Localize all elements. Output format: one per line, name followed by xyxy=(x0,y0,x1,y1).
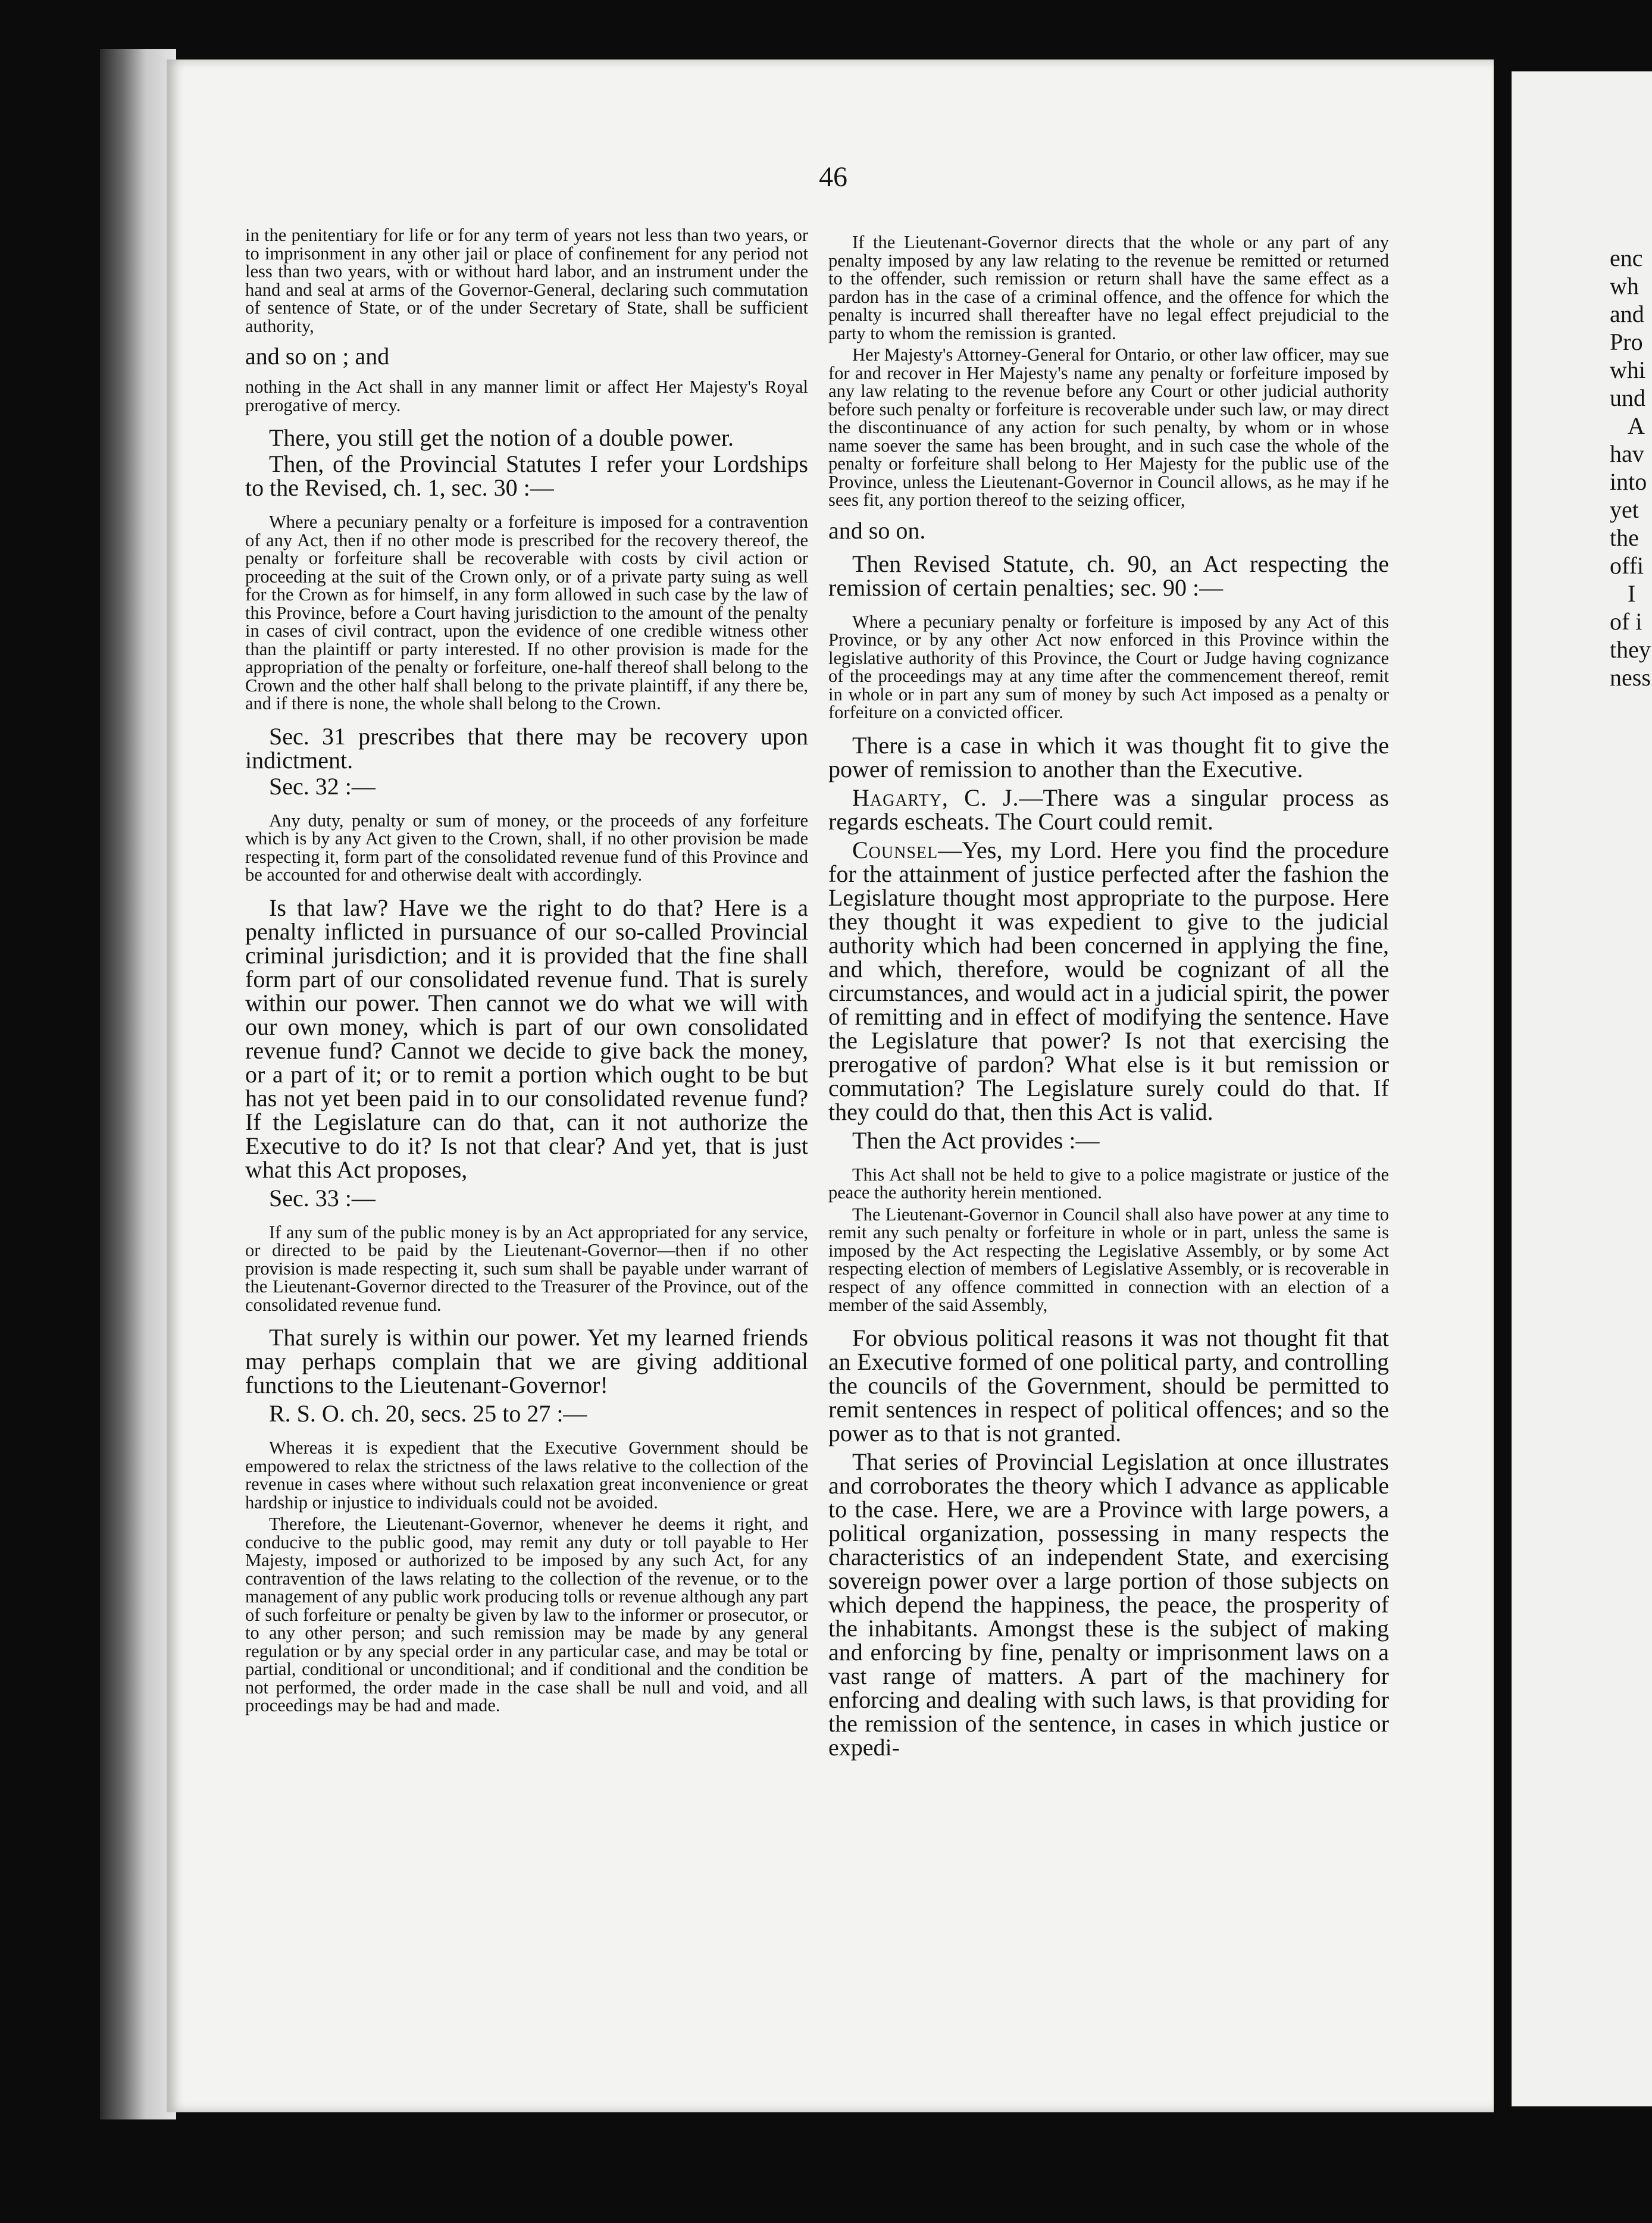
paragraph: That series of Provincial Legislation at once illustrates and corroborates the theory which I advance as applicable to the case. Here, we are a Province with large powers, a political organization, possessing in many respects the characteristics of an independent State, and exercising sovereign power over a large portion of those subjects on which depend the happiness, the peace, the prosperity of the inhabitants. Amongst these is the subject of making and enforcing by fine, penalty or imprisonment laws on a vast range of matters. A part of the machinery for enforcing and dealing with such laws, is that providing for the remission of the sentence, in cases in which justice or expedi- xyxy=(828,1448,1389,1761)
speech-text: —There was a singular process as regards escheats. The Court could remit. xyxy=(828,784,1389,835)
fragment-text: hav xyxy=(1610,440,1644,467)
paragraph xyxy=(828,838,1389,1124)
paragraph: Sec. 32 :— xyxy=(269,772,376,800)
paragraph: Is that law? Have we the right to do that? Here is a penalty inflicted in pursuance of our so-called Provincial criminal jurisdiction; and it is provided that the fine shall form part of our consolidated revenue fund. That is surely within our power. Then cannot we do what we will with our own money, which is part of our own consolidated revenue fund? Cannot we decide to give back the money, or a part of it; or to remit a portion which ought to be but has not yet been paid in to our consolidated revenue fund? If the Legislature can do that, can it not authorize the Executive to do it? Is not that clear? And yet, that is just what this Act proposes, xyxy=(245,894,808,1183)
quote-block: Her Majesty's Attorney-General for Ontario, or other law officer, may sue for and recover in Her Majesty's name any penalty or forfeiture imposed by any law relating to the revenue before any Court or other judicial authority before such penalty or forfeiture is recoverable under such law, or may direct the discontinuance of any action for such penalty, by whom or in whose name soever the same has been brought, and in such case the whole of the penalty or forfeiture shall belong to Her Majesty for the public use of the Province, unless the Lieutenant-Governor in Council allows, as he may if he sees fit, any portion thereof to the seizing officer, xyxy=(828,345,1389,510)
paragraph: R. S. O. ch. 20, secs. 25 to 27 :— xyxy=(269,1400,587,1427)
next-page-edge xyxy=(1512,71,1652,2106)
paragraph xyxy=(828,786,1389,834)
quote-block: The Lieutenant-Governor in Council shall also have power at any time to remit any such penalty or forfeiture in whole or in part, unless the same is imposed by the Act respecting the Legislative Assembly, or by some Act respecting election of members of Legislative Assembly, or is recoverable in respect of any offence committed in connection with an election of a member of the said Assembly, xyxy=(828,1204,1389,1315)
quote-block: Where a pecuniary penalty or forfeiture is imposed by any Act of this Province, or by any other Act now enforced in this Province within the legislative authority of this Province, the Court or Judge having cognizance of the proceedings may at any time after the commencement thereof, remit in whole or in part any sum of money by such Act imposed as a penalty or forfeiture on a convicted officer. xyxy=(828,611,1389,722)
paragraph: and so on ; and xyxy=(245,343,390,370)
quote-block: nothing in the Act shall in any manner limit or affect Her Majesty's Royal prerogative of mercy. xyxy=(245,377,808,415)
fragment-text: enc xyxy=(1610,245,1643,271)
fragment-text: yet xyxy=(1610,496,1639,523)
quote-block: This Act shall not be held to give to a police magistrate or justice of the peace the authority herein mentioned. xyxy=(828,1164,1389,1203)
fragment-text: wh xyxy=(1610,273,1639,299)
fragment-text: they xyxy=(1610,636,1651,663)
fragment-text: Pro xyxy=(1610,328,1643,355)
speaker-name: Counsel xyxy=(852,836,938,863)
speaker-name: Hagarty, C. J. xyxy=(852,784,1019,811)
paragraph: There, you still get the notion of a double power. xyxy=(269,424,734,451)
fragment-text: whi xyxy=(1610,356,1645,383)
paragraph: Then, of the Provincial Statutes I refer your Lordships to the Revised, ch. 1, sec. 30 :— xyxy=(245,450,808,501)
right-column xyxy=(828,233,1389,1764)
quote-block: in the penitentiary for life or for any term of years not less than two years, or to imprisonment in any other jail or place of confinement for any period not less than two years, with or without hard labor, and an instrument under the hand and seal at arms of the Governor-General, declaring such commutation of sentence of State, or of the under Secretary of State, shall be sufficient authority, xyxy=(245,225,808,336)
page-number: 46 xyxy=(819,161,847,193)
fragment-text: the xyxy=(1610,524,1639,551)
paragraph: Sec. 33 :— xyxy=(269,1184,376,1211)
paragraph: Sec. 31 prescribes that there may be recovery upon indictment. xyxy=(245,722,808,774)
paragraph: For obvious political reasons it was not thought fit that an Executive formed of one political party, and controlling the councils of the Government, should be permitted to remit sentences in respect of political offences; and so the power as to that is not granted. xyxy=(828,1324,1389,1446)
quote-block: If the Lieutenant-Governor directs that the whole or any part of any penalty imposed by any law relating to the revenue be remitted or returned to the offender, such remission or return shall have the same effect as a pardon has in the case of a criminal offence, and the offence for which the penalty is incurred shall thereafter have no legal effect prejudicial to the party to whom the remission is granted. xyxy=(828,232,1389,343)
quote-block: Therefore, the Lieutenant-Governor, whenever he deems it right, and conducive to the public good, may remit any duty or toll payable to Her Majesty, imposed or authorized to be imposed by any such Act, for any contravention of the laws relating to the collection of the revenue, or to the management of any public work producing tolls or revenue although any part of such forfeiture or penalty be given by law to the informer or prosecutor, or to any other person; and such remission may be made by any general regulation or by any special order in any particular case, and may be total or partial, conditional or unconditional; and if conditional and the condition be not performed, the order made in the case shall be null and void, and all proceedings may be had and made. xyxy=(245,1514,808,1715)
quote-block: If any sum of the public money is by an Act appropriated for any service, or directed to be paid by the Lieutenant-Governor—then if no other provision is made respecting it, such sum shall be payable under warrant of the Lieutenant-Governor directed to the Treasurer of the Province, out of the consolidated revenue fund. xyxy=(245,1222,808,1315)
fragment-text: and xyxy=(1610,300,1644,327)
fragment-text: offi xyxy=(1610,552,1644,579)
quote-block: Where a pecuniary penalty or a forfeiture is imposed for a contravention of any Act, then if no other mode is prescribed for the recovery thereof, the penalty or forfeiture shall be recoverable with costs by civil action or proceeding at the suit of the Crown only, or of a private party suing as well for the Crown as for himself, in any form allowed in such case by the law of this Province, before a Court having jurisdiction to the amount of the penalty in cases of civil contract, upon the evidence of one credible witness other than the plaintiff or party interested. If no other provision is made for the appropriation of the penalty or forfeiture, one-half thereof shall belong to the Crown and the other half shall belong to the private plaintiff, if any there be, and if there is none, the whole shall belong to the Crown. xyxy=(245,512,808,713)
fragment-text: A xyxy=(1628,412,1645,439)
paragraph: Then Revised Statute, ch. 90, an Act respecting the remission of certain penalties; sec. 90 :— xyxy=(828,550,1389,601)
speech-text: —Yes, my Lord. Here you find the procedure for the attainment of justice perfected after the fashion the Legislature thought most appropriate to the purpose. Here they thought it was expedient to give to the judicial authority which had been concerned in applying the fine, and which, therefore, would be cognizant of all the circumstances, and would act in a judicial spirit, the power of remitting and in effect of modifying the sentence. Have the Legislature that power? Is not that exercising the prerogative of pardon? What else is it but remission or commutation? The Legislature surely could do that. If they could do that, then this Act is valid. xyxy=(828,836,1389,1125)
fragment-text: I xyxy=(1628,580,1636,607)
fragment-text: of i xyxy=(1610,608,1642,635)
book-binding xyxy=(100,49,176,2119)
paragraph: That surely is within our power. Yet my learned friends may perhaps complain that we are giving additional functions to the Lieutenant-Governor! xyxy=(245,1324,808,1398)
fragment-text: ness xyxy=(1610,664,1651,691)
paragraph: Then the Act provides :— xyxy=(852,1126,1100,1154)
fragment-text: into xyxy=(1610,468,1647,495)
quote-block: Any duty, penalty or sum of money, or the proceeds of any forfeiture which is by any Act given to the Crown, shall, if no other provision be made respecting it, form part of the consolidated revenue fund of this Province and be accounted for and otherwise dealt with accordingly. xyxy=(245,810,808,885)
paragraph: There is a case in which it was thought fit to give the power of remission to another than the Executive. xyxy=(828,731,1389,782)
paragraph: and so on. xyxy=(828,516,926,544)
fragment-text: und xyxy=(1610,384,1645,411)
left-column xyxy=(245,226,808,1718)
quote-block: Whereas it is expedient that the Executive Government should be empowered to relax the strictness of the laws relative to the collection of the revenue in cases where without such relaxation great inconvenience or great hardship or injustice to individuals could not be avoided. xyxy=(245,1438,808,1513)
